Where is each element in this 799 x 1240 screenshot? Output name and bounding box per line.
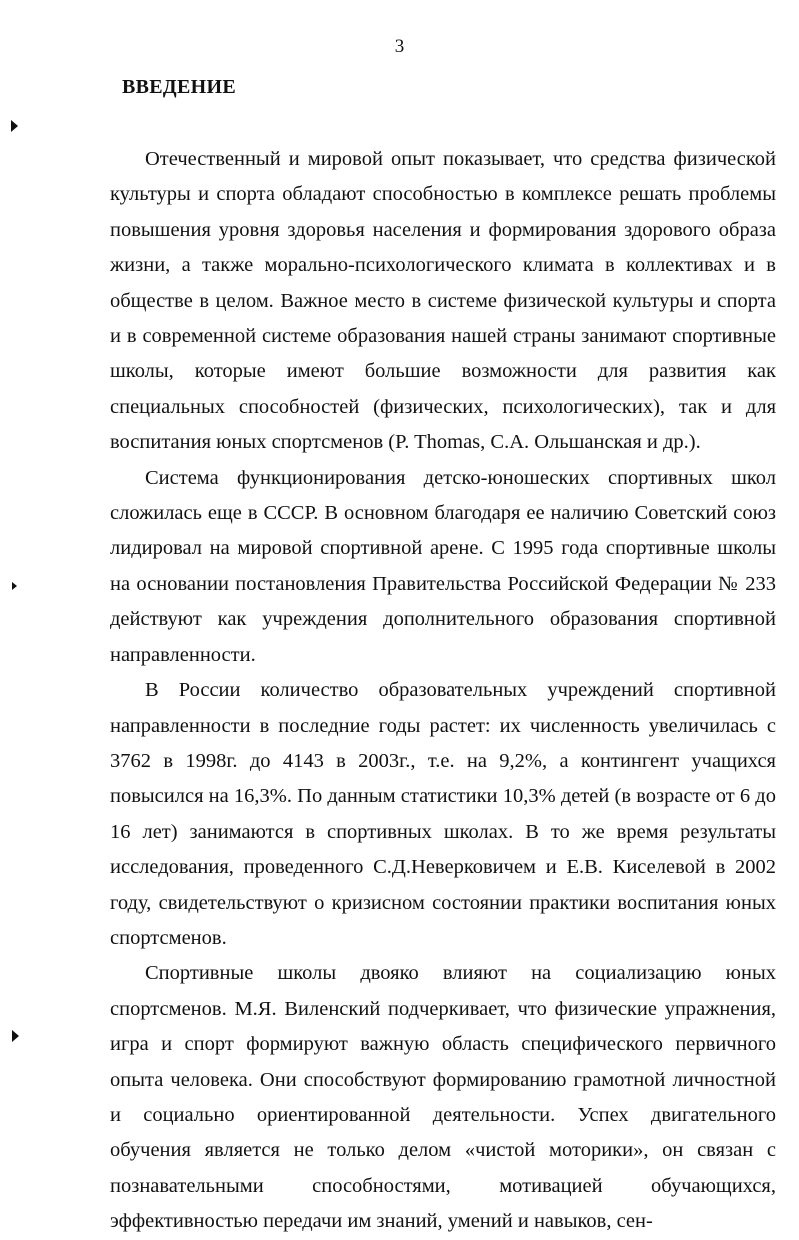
paragraph: Отечественный и мировой опыт показывает, что средства физической культуры и спорта обладают способностью в комплексе решать проблемы повышения уровня здоровья населения и формирования здорового образа жизни, а также морально-психологического климата в коллективах и в обществе в целом. Важное место в системе физической культуры и спорта и в современной системе образования нашей страны занимают спортивные школы, которые имеют большие возможности для развития как специальных способностей (физических, психологических), так и для воспитания юных спортсменов (P. Thomas, С.А. Ольшанская и др.). [110, 148, 776, 454]
body-text [110, 142, 776, 1240]
margin-mark [11, 120, 18, 132]
section-heading: ВВЕДЕНИЕ [122, 76, 236, 98]
paragraph: Спортивные школы двояко влияют на социализацию юных спортсменов. М.Я. Виленский подчеркивает, что физические упражнения, игра и спорт формируют важную область специфического первичного опыта человека. Они способствуют формированию грамотной личностной и социально ориентированной деятельности. Успех двигательного обучения является не только делом «чистой моторики», он связан с познавательными способностями, мотивацией обучающихся, эффективностью передачи им знаний, умений и навыков, сен- [110, 962, 776, 1233]
margin-mark [12, 1030, 19, 1042]
paragraph: В России количество образовательных учреждений спортивной направленности в последние годы растет: их численность увеличилась с 3762 в 1998г. до 4143 в 2003г., т.е. на 9,2%, а контингент учащихся повысился на 16,3%. По данным статистики 10,3% детей (в возрасте от 6 до 16 лет) занимаются в спортивных школах. В то же время результаты исследования, проведенного С.Д.Неверковичем и Е.В. Киселевой в 2002 году, свидетельствуют о кризисном состоянии практики воспитания юных спортсменов. [110, 679, 776, 949]
margin-mark [12, 582, 17, 590]
page-number: 3 [394, 36, 405, 57]
paragraph: Система функционирования детско-юношеских спортивных школ сложилась еще в СССР. В основном благодаря ее наличию Советский союз лидировал на мировой спортивной арене. С 1995 года спортивные школы на основании постановления Правительства Российской Федерации № 233 действуют как учреждения дополнительного образования спортивной направленности. [110, 466, 776, 666]
